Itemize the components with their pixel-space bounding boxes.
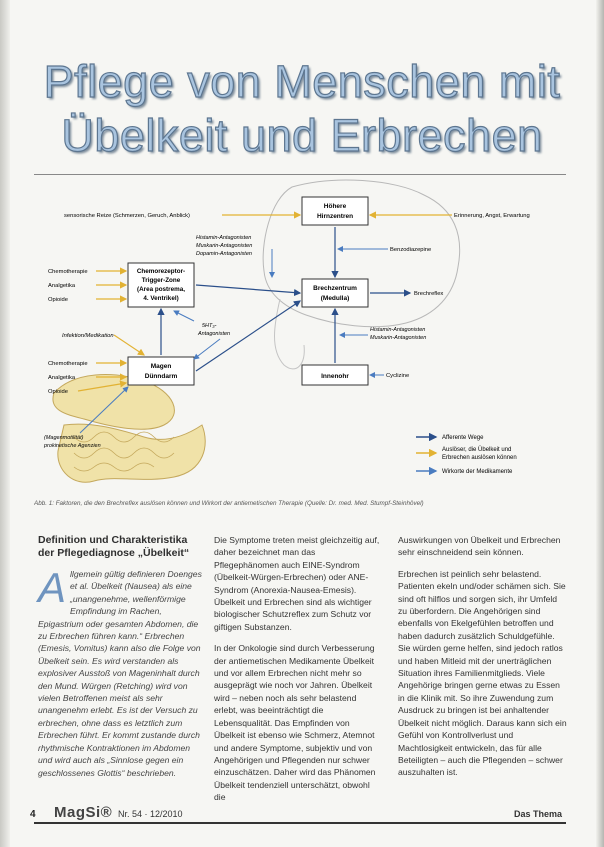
box-magen-l1: Magen xyxy=(150,363,172,370)
page-title-line2: Übelkeit und Erbrechen xyxy=(61,110,543,161)
label-ant1-l1: Histamin-Antagonisten xyxy=(196,235,252,241)
box-magen-l2: Dünndarm xyxy=(144,373,178,380)
label-benzodiazepine: Benzodiazepine xyxy=(390,247,432,253)
vomiting-reflex-diagram xyxy=(34,174,566,497)
col2-paragraph-2: In der Onkologie sind durch Verbesserung der antiemetischen Medikamente Übelkeit und vor allem Erbrechen nicht mehr so ausgeprägt wie noch vor Jahren. Übelkeit wird – neben noch als sehr belastend erlebt, was beeinträchtigt die Lebensqualität. Das Empfinden von Übelkeit ist ebenso wie Schmerz, Atemnot und andere Symptome, subjektiv und von Angehörigen und Pflegenden nur schwer einzuschätzen. Daher wird das Phänomen Übelkeit tendenziell unterschätzt, obwohl die xyxy=(214,643,376,803)
label-ant2-l1: Histamin-Antagonisten xyxy=(370,327,426,333)
box-hoehere-hirnzentren xyxy=(302,197,368,225)
label-anal1: Analgetika xyxy=(48,283,76,289)
intro-paragraph xyxy=(38,564,202,779)
label-brechreflex: Brechreflex xyxy=(414,291,444,297)
box-brechzentrum xyxy=(302,279,368,307)
label-ant2-l2: Muskarin-Antagonisten xyxy=(370,335,427,341)
box-brechzentrum-l2: (Medulla) xyxy=(320,295,350,302)
section-heading-l2: der Pflegediagnose „Übelkeit“ xyxy=(38,547,190,559)
label-opioide1: Opioide xyxy=(48,297,68,303)
legend-efferent-l1: Auslöser, die Übelkeit und xyxy=(442,447,512,453)
box-hoehere-l1: Höhere xyxy=(323,203,347,210)
legend-efferent-l2: Erbrechen auslösen können xyxy=(442,455,517,461)
box-magen xyxy=(128,357,194,385)
magazine-logo: MagSi® xyxy=(54,804,113,821)
section-name: Das Thema xyxy=(513,809,562,819)
label-opioide2: Opioide xyxy=(48,389,68,395)
label-prokinetika-l2: prokinetische Agenzien xyxy=(44,443,101,449)
box-ctz-l2: Trigger-Zone xyxy=(141,277,181,284)
box-ctz-l1: Chemorezeptor- xyxy=(136,268,186,275)
label-chemo1: Chemotherapie xyxy=(48,269,88,275)
label-antagonisten: Antagonisten xyxy=(198,331,231,337)
issue-number: Nr. 54 · 12/2010 xyxy=(118,809,183,819)
drop-cap: A xyxy=(38,564,67,611)
article-column-1 xyxy=(38,534,202,779)
box-innenohr-label: Innenohr xyxy=(321,373,349,380)
label-prokinetika-l1: (Magenmotilität) xyxy=(44,435,84,441)
col3-paragraph-2: Erbrechen ist peinlich sehr belastend. Patienten ekeln und/oder schämen sich. Sie sind oft hilflos und sorgen sich, ihr Umfeld zu überfordern. Die Angehörigen sind ebenfalls von Ekelgefühlen betroffen und haben dadurch zusätzlich Schuldgefühle. Sie würden gerne helfen, sind jedoch ratlos und haben Mitleid mit der unerträglichen Situation ihres Familienmitglieds. Viele Angehörige bringen gerne etwas zu Essen in die Klinik mit. So ihre Zuwendung zum Ausdruck zu bringen ist bei anhaltender Übelkeit nicht möglich. Daraus kann sich ein Gefühl von Kontrollverlust und Machtlosigkeit entwickeln, das für alle Beteiligten – auch die Pflegenden – schwer auszuhalten ist. xyxy=(398,568,567,778)
page-footer xyxy=(0,806,604,828)
label-infektion: Infektion/Medikation xyxy=(62,333,114,339)
figure-caption: Abb. 1: Faktoren, die den Brechreflex auslösen können und Wirkort der antiemetischen Therapie (Quelle: Dr. med. Med. Stumpf-Steinhövel) xyxy=(34,500,424,507)
label-anal2: Analgetika xyxy=(48,375,76,381)
label-ant1-l2: Muskarin-Antagonisten xyxy=(196,243,253,249)
label-5ht3: 5HT₃- xyxy=(202,323,217,329)
legend-afferent: Afferente Wege xyxy=(442,435,484,441)
col2-paragraph-1: Die Symptome treten meist gleichzeitig auf, daher bezeichnet man das Pflegephänomen auch EINE-Syndrom (Übelkeit-Würgen-Erbrechen) oder ANE-Syndrom (Anorexia-Nausea-Emesis). Übelkeit und Erbrechen sind als wichtiger biologischer Schutzreflex zum Schutz vor giftigen Substanzen. xyxy=(214,535,380,632)
diagram-legend xyxy=(416,435,517,475)
box-brechzentrum-l1: Brechzentrum xyxy=(313,285,357,292)
footer-rule xyxy=(34,822,566,824)
section-heading-l1: Definition und Charakteristika xyxy=(38,534,188,546)
label-erinnerung: Erinnerung, Angst, Erwartung xyxy=(454,213,530,219)
article-column-2 xyxy=(214,534,382,813)
page-title-line1: Pflege von Menschen mit xyxy=(43,56,561,107)
diagram-svg xyxy=(34,175,566,497)
label-chemo2: Chemotherapie xyxy=(48,361,88,367)
box-ctz-l4: 4. Ventrikel) xyxy=(143,295,179,302)
article-column-3 xyxy=(398,534,568,788)
label-sensorische: sensorische Reize (Schmerzen, Geruch, Anblick) xyxy=(64,213,190,219)
box-hoehere-l2: Hirnzentren xyxy=(316,213,354,220)
col3-paragraph-1: Auswirkungen von Übelkeit und Erbrechen sehr einschneidend sein können. xyxy=(398,535,561,558)
page-number: 4 xyxy=(30,809,36,820)
label-ant1-l3: Dopamin-Antagonisten xyxy=(196,251,252,257)
box-ctz-l3: (Area postrema, xyxy=(137,286,185,293)
section-heading xyxy=(38,534,202,560)
label-cyclizine: Cyclizine xyxy=(386,373,410,379)
legend-medikamente: Wirkorte der Medikamente xyxy=(442,469,513,475)
brainstem-outline xyxy=(275,299,305,369)
intro-text: llgemein gültig definieren Doenges et al. Übelkeit (Nausea) als eine „unangenehme, wellenförmige Empfindung im Rachen, Epigastrium oder gesamten Abdomen, die zu Erbrechen führen kann.“ Erbrechen (Emesis, Vomitus) kann also die Folge von Übelkeit sein. Es wird verstanden als explosiver Ausstoß von Mageninhalt durch den Mund. Würgen (Retching) wird von vielen Betroffenen meist als sehr unangenehm erlebt. Es ist der Versuch zu erbrechen, ohne dass es letztlich zum Erbrechen führt. Er kommt zustande durch rhythmische Kontraktionen im Abdomen und wird auch als „Sinnlose gegen ein geschlossenes Glottis“ beschrieben. xyxy=(38,569,202,778)
